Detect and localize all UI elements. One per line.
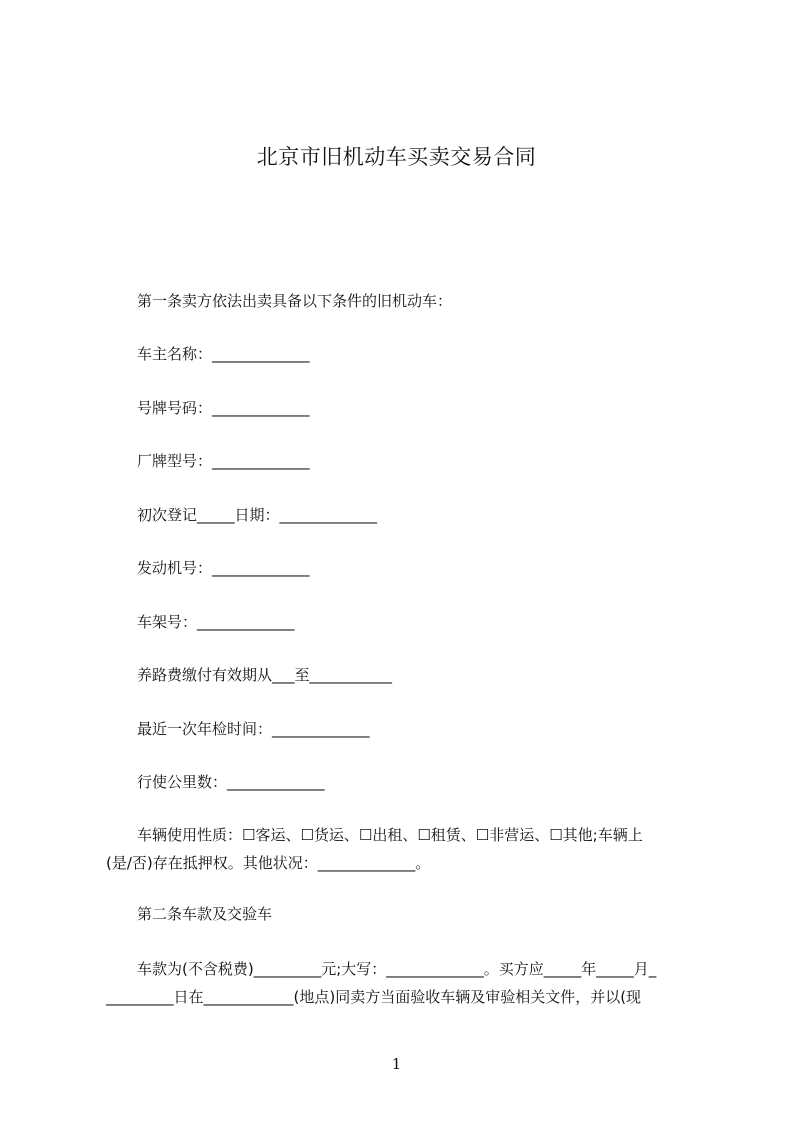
price-paragraph-line-1: 车款为(不含税费)_________元;大写：_____________。买方应_____年_____月_ xyxy=(137,960,657,978)
field-brand-model: 厂牌型号：_____________ xyxy=(137,452,310,470)
usage-paragraph-line-2: (是/否)存在抵押权。其他状况：_____________。 xyxy=(106,854,431,872)
price-paragraph-line-2: _________日在____________(地点)同卖方当面验收车辆及审验相关文件，并以(现 xyxy=(106,988,642,1006)
field-plate-number: 号牌号码：_____________ xyxy=(137,399,310,417)
clause-1-heading: 第一条卖方依法出卖具备以下条件的旧机动车： xyxy=(137,292,453,310)
field-road-fee-validity: 养路费缴付有效期从___至___________ xyxy=(137,666,393,684)
field-last-inspection-time: 最近一次年检时间：_____________ xyxy=(137,720,370,738)
field-engine-number: 发动机号：_____________ xyxy=(137,559,310,577)
field-first-registration-date: 初次登记_____日期：_____________ xyxy=(137,506,378,524)
field-frame-number: 车架号：_____________ xyxy=(137,613,295,631)
page-number: 1 xyxy=(391,1055,402,1073)
document-title: 北京市旧机动车买卖交易合同 xyxy=(256,145,537,169)
field-mileage: 行使公里数：_____________ xyxy=(137,773,325,791)
usage-paragraph-line-1: 车辆使用性质：☐客运、☐货运、☐出租、☐租赁、☐非营运、☐其他;车辆上 xyxy=(137,826,643,844)
clause-2-heading: 第二条车款及交验车 xyxy=(137,905,273,923)
field-owner-name: 车主名称：_____________ xyxy=(137,345,310,363)
